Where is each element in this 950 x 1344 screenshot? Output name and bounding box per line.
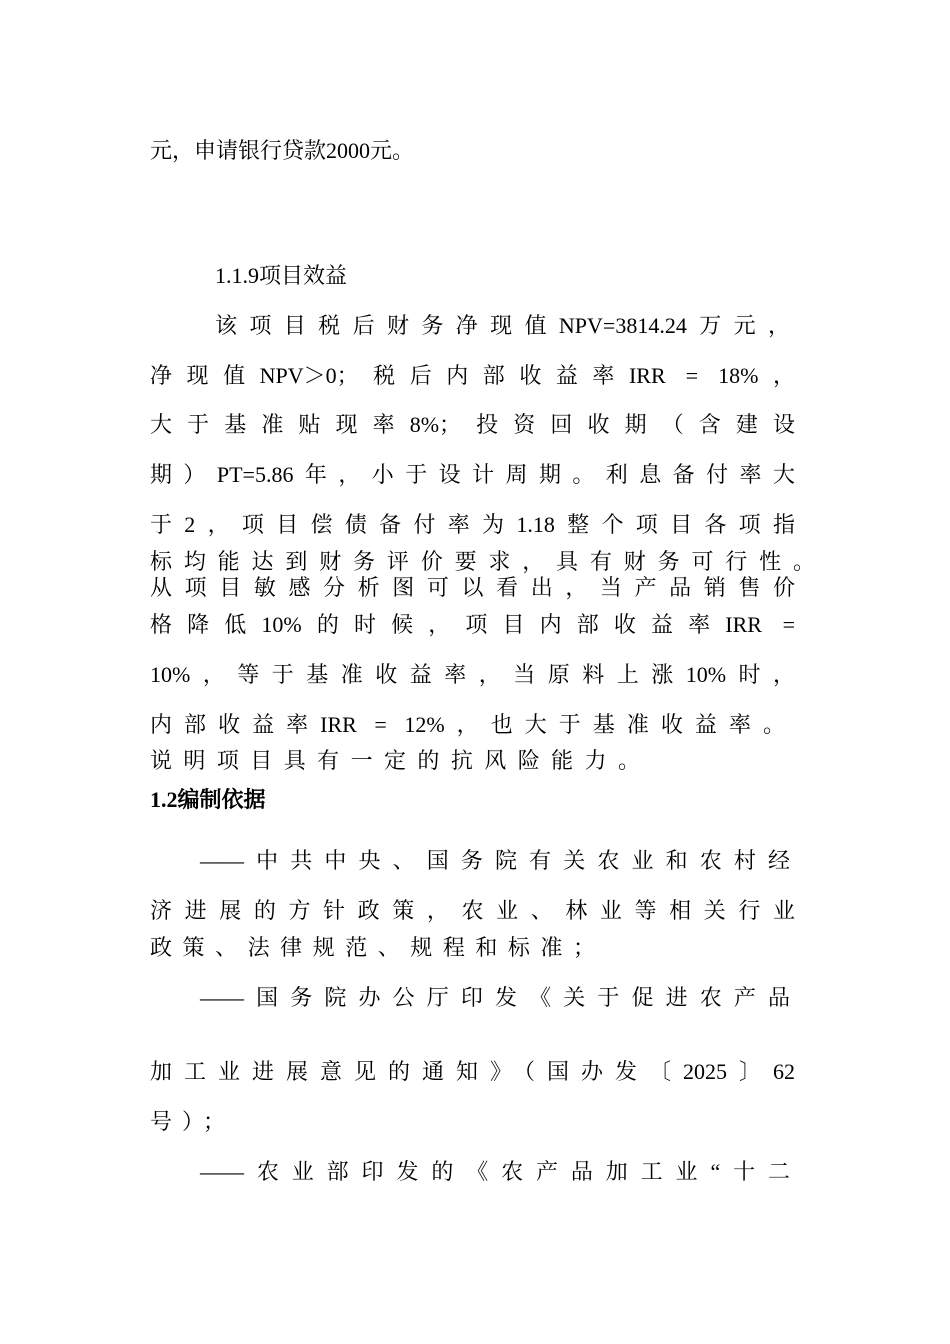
text-line-7: 于2，项目偿债备付率为1.18整个项目各项指	[150, 512, 795, 537]
text-line-8: 标均能达到财务评价要求，具有财务可行性。	[150, 549, 815, 574]
section-heading-1-2: 1.2编制依据	[150, 787, 266, 812]
text-line-1: 元，申请银行贷款2000元。	[150, 138, 415, 163]
text-line-5: 大于基准贴现率8%；投资回收期（含建设	[150, 412, 795, 437]
basis-item-2-line-1: ——国务院办公厅印发《关于促进农产品	[200, 985, 790, 1010]
basis-item-1-line-3: 政策、法律规范、规程和标准；	[150, 935, 595, 960]
text-line-3: 该项目税后财务净现值NPV=3814.24万元，	[215, 313, 790, 338]
basis-item-1-line-1: ——中共中央、国务院有关农业和农村经	[200, 848, 790, 873]
basis-item-2-line-2: 加工业进展意见的通知》（国办发〔2025〕62	[150, 1059, 795, 1084]
text-line-4: 净现值NPV＞0；税后内部收益率IRR = 18%，	[150, 363, 795, 388]
basis-item-2-line-3: 号）；	[150, 1109, 225, 1134]
text-line-9: 从项目敏感分析图可以看出，当产品销售价	[150, 575, 795, 600]
basis-item-1-line-2: 济进展的方针政策，农业、林业等相关行业	[150, 898, 795, 923]
section-heading-1-1-9: 1.1.9项目效益	[215, 263, 348, 288]
text-line-6: 期）PT=5.86年，小于设计周期。利息备付率大	[150, 462, 795, 487]
text-line-11: 10%，等于基准收益率，当原料上涨10%时，	[150, 662, 795, 687]
basis-item-3-line-1: ——农业部印发的《农产品加工业“十二	[200, 1159, 790, 1184]
text-line-13: 说明项目具有一定的抗风险能力。	[150, 748, 640, 773]
text-line-12: 内部收益率IRR = 12%，也大于基准收益率。	[150, 712, 785, 737]
text-line-10: 格降低10%的时候，项目内部收益率IRR =	[150, 612, 795, 637]
